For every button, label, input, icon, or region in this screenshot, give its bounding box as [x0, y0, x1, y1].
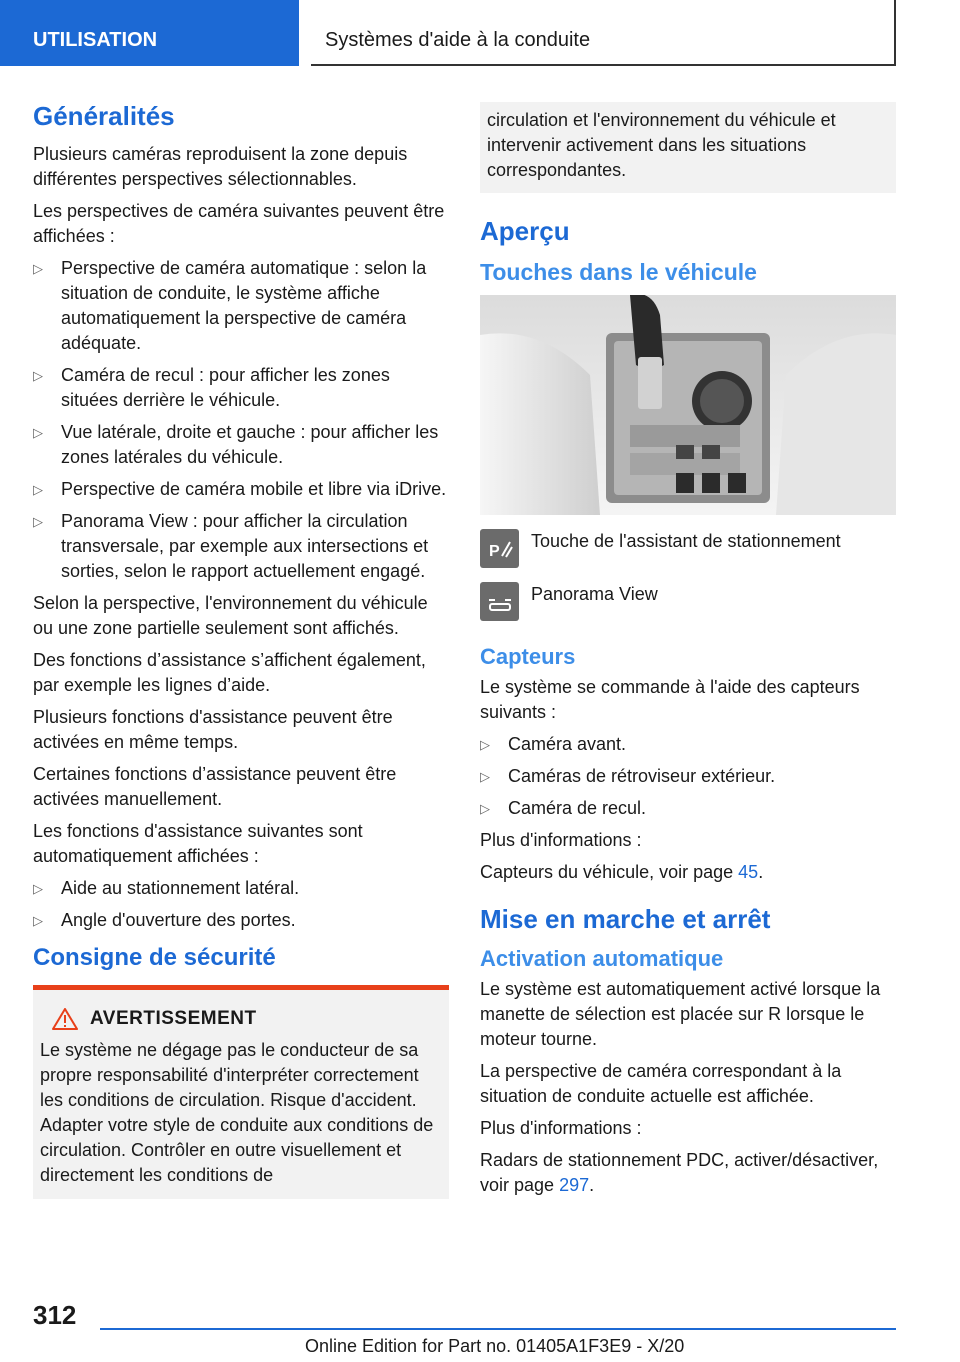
overview-heading: Aperçu [480, 216, 570, 246]
warning-title: AVERTISSEMENT [90, 1008, 257, 1029]
general-heading: Généralités [33, 101, 175, 131]
warning-triangle-icon [52, 1008, 78, 1030]
sensor-reference: Capteurs du véhicule, voir page 45. [480, 862, 764, 882]
paragraph: Le système est automatiquement activé lorsque la manette de sélection est placée sur R lorsque le moteur tourne. [480, 979, 881, 1049]
page-number: 312 [33, 1300, 77, 1330]
park-assist-icon [480, 529, 519, 568]
list-item: ▷ Vue latérale, droite et gauche : pour afficher les zones latérales du véhicule. [33, 422, 439, 467]
auto-activation-heading: Activation automatique [480, 946, 724, 971]
warning-text: Le système ne dégage pas le conducteur de sa propre responsabilité d'interpréter correctement les conditions de circulation. Risque d'accident. Adapter votre style de conduite aux conditions de circulation. Contrôler en outre visuellement et directement les conditions de [40, 1040, 434, 1185]
on-off-heading: Mise en marche et arrêt [480, 904, 771, 934]
triangle-bullet-icon: ▷ [33, 881, 43, 896]
triangle-bullet-icon: ▷ [33, 261, 43, 276]
paragraph: Plus d'informations : [480, 830, 642, 850]
perspective-list [33, 256, 449, 584]
page-link-297[interactable]: 297 [559, 1175, 590, 1195]
chapter-title: Systèmes d'aide à la conduite [311, 0, 896, 66]
left-column [33, 100, 449, 1199]
section-tab: UTILISATION [0, 0, 299, 66]
right-column [480, 100, 896, 1205]
list-item: ▷ Perspective de caméra mobile et libre via iDrive. [33, 477, 449, 502]
triangle-bullet-icon: ▷ [480, 769, 490, 784]
triangle-bullet-icon: ▷ [33, 368, 43, 383]
panorama-view-row [480, 582, 896, 621]
paragraph: Le système se commande à l'aide des capteurs suivants : [480, 677, 860, 722]
triangle-bullet-icon: ▷ [33, 482, 43, 497]
auto-function-list [33, 876, 449, 933]
list-item: ▷ Aide au stationnement latéral. [33, 876, 449, 901]
warning-text-continued: circulation et l'environnement du véhicule et intervenir activement dans les situations correspondantes. [487, 110, 836, 180]
panorama-view-label: Panorama View [531, 584, 658, 604]
triangle-bullet-icon: ▷ [33, 514, 43, 529]
console-illustration [480, 295, 896, 515]
triangle-bullet-icon: ▷ [33, 425, 43, 440]
panorama-view-icon [480, 582, 519, 621]
paragraph: Plusieurs caméras reproduisent la zone depuis différentes perspectives sélectionnables. [33, 144, 408, 189]
sensors-heading: Capteurs [480, 644, 576, 669]
park-assist-row [480, 529, 896, 568]
list-item: ▷ Panorama View : pour afficher la circulation transversale, par exemple aux intersections et sorties, selon le rapport actuellement engagé. [33, 511, 429, 581]
list-item: ▷ Caméras de rétroviseur extérieur. [480, 764, 896, 789]
paragraph: Plusieurs fonctions d'assistance peuvent être activées en même temps. [33, 707, 393, 752]
warning-header [40, 1008, 442, 1030]
list-item: ▷ Caméra avant. [480, 732, 896, 757]
footer-divider [100, 1328, 896, 1330]
list-item: ▷ Caméra de recul. [480, 796, 896, 821]
park-assist-label: Touche de l'assistant de stationnement [531, 531, 841, 551]
page-link-45[interactable]: 45 [738, 862, 759, 882]
triangle-bullet-icon: ▷ [480, 801, 490, 816]
buttons-heading: Touches dans le véhicule [480, 259, 757, 285]
warning-continuation [480, 102, 896, 193]
warning-box [33, 985, 449, 1199]
paragraph: Les fonctions d'assistance suivantes sont automatiquement affichées : [33, 821, 363, 866]
pdc-reference: Radars de stationnement PDC, activer/désactiver, voir page 297. [480, 1150, 879, 1195]
triangle-bullet-icon: ▷ [480, 737, 490, 752]
paragraph: Selon la perspective, l'environnement du véhicule ou une zone partielle seulement sont affichés. [33, 593, 428, 638]
paragraph: Certaines fonctions d’assistance peuvent être activées manuellement. [33, 764, 397, 809]
list-item: ▷ Perspective de caméra automatique : selon la situation de conduite, le système affiche automatiquement la perspective de caméra adéquate. [33, 258, 427, 353]
paragraph: La perspective de caméra correspondant à la situation de conduite actuelle est affichée. [480, 1061, 842, 1106]
paragraph: Les perspectives de caméra suivantes peuvent être affichées : [33, 201, 445, 246]
svg-text:P: P [488, 542, 500, 560]
edition-text: Online Edition for Part no. 01405A1F3E9 - X/20 [305, 1336, 685, 1356]
center-console-photo [480, 295, 896, 515]
paragraph: Plus d'informations : [480, 1118, 642, 1138]
sensor-list [480, 732, 896, 821]
safety-heading: Consigne de sécurité [33, 944, 276, 971]
page-header [0, 0, 960, 66]
list-item: ▷ Angle d'ouverture des portes. [33, 908, 449, 933]
list-item: ▷ Caméra de recul : pour afficher les zones situées derrière le véhicule. [33, 365, 390, 410]
paragraph: Des fonctions d’assistance s’affichent également, par exemple les lignes d’aide. [33, 650, 426, 695]
triangle-bullet-icon: ▷ [33, 913, 43, 928]
